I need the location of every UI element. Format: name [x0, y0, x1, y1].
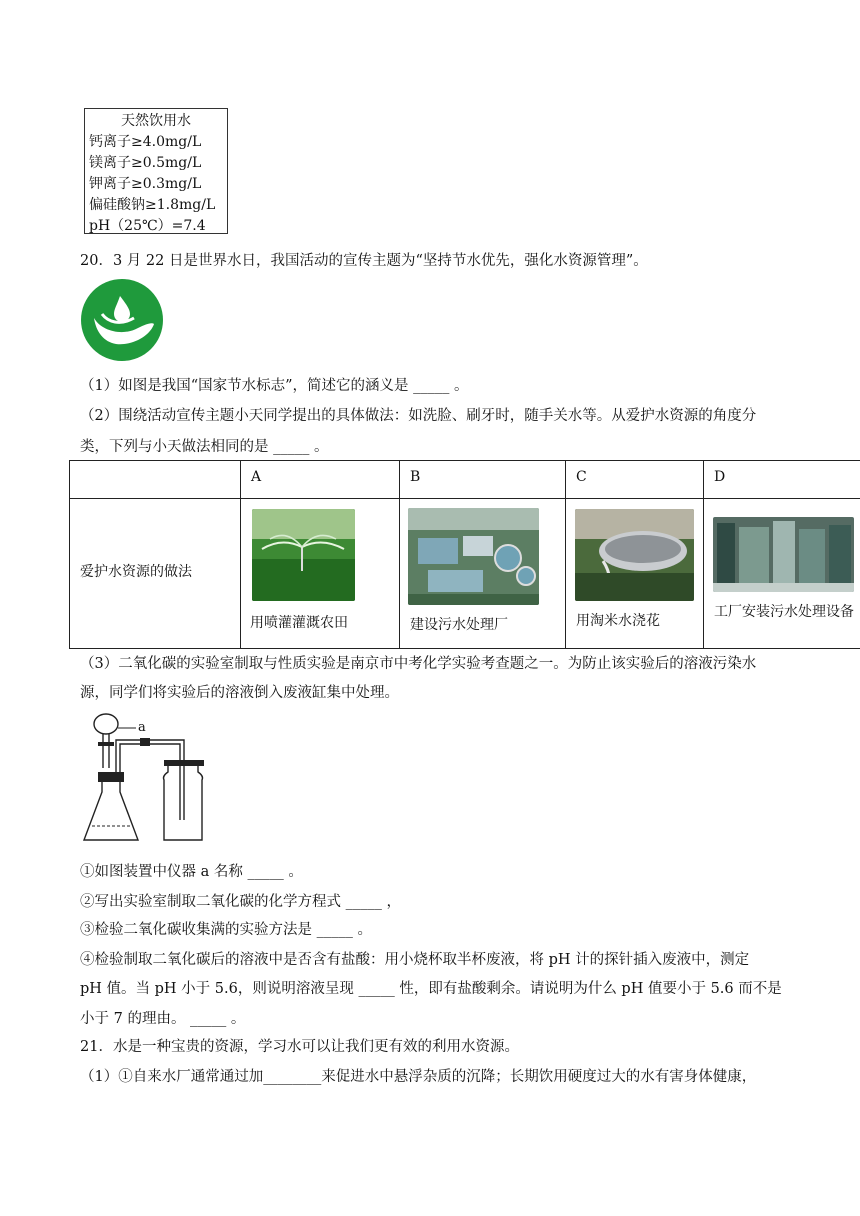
label-line-silicate: 偏硅酸钠≥1.8mg/L [89, 197, 216, 213]
q20-s4c: 小于 7 的理由。 _____ 。 [80, 1011, 246, 1027]
table-header-empty [70, 461, 241, 499]
sprinkler-irrigation-photo [252, 509, 355, 601]
header-b-label: B [410, 469, 421, 485]
label-line-ph: pH（25℃）=7.4 [89, 218, 206, 234]
caption-c: 用淘米水浇花 [576, 613, 660, 629]
water-saving-logo [80, 278, 164, 362]
q20-p2b: 类，下列与小天做法相同的是 _____ 。 [80, 439, 329, 455]
apparatus-label-a: a [138, 720, 146, 735]
q20-stem: 20．3 月 22 日是世界水日，我国活动的宣传主题为“坚持节水优先，强化水资源管理”。 [80, 253, 648, 269]
q20-p1: （1）如图是我国“国家节水标志”，简述它的涵义是 _____ 。 [80, 378, 469, 394]
caption-a: 用喷灌灌溉农田 [250, 615, 348, 631]
header-d-label: D [714, 469, 726, 485]
table-header-d [704, 461, 860, 499]
label-line-magnesium: 镁离子≥0.5mg/L [89, 155, 202, 171]
q20-p3b: 源，同学们将实验后的溶液倒入废液缸集中处理。 [80, 685, 399, 701]
label-line-calcium: 钙离子≥4.0mg/L [89, 134, 202, 150]
caption-b: 建设污水处理厂 [410, 617, 508, 633]
q20-s4a: ④检验制取二氧化碳后的溶液中是否含有盐酸：用小烧杯取半杯废液，将 pH 计的探针插入废液中，测定 [80, 952, 750, 968]
label-title: 天然饮用水 [121, 113, 191, 129]
row-label-text: 爱护水资源的做法 [80, 564, 192, 580]
sewage-plant-photo [408, 508, 539, 605]
co2-apparatus-diagram [80, 710, 210, 850]
drinking-water-label [84, 108, 228, 234]
q21-stem: 21．水是一种宝贵的资源，学习水可以让我们更有效的利用水资源。 [80, 1039, 519, 1055]
caption-d: 工厂安装污水处理设备 [714, 604, 854, 620]
q21-p1: （1）①自来水厂通常通过加________来促进水中悬浮杂质的沉降；长期饮用硬度过大的水有害身体健康， [80, 1069, 757, 1085]
q20-s2: ②写出实验室制取二氧化碳的化学方程式 _____ ， [80, 894, 401, 910]
header-a-label: A [251, 469, 262, 485]
header-c-label: C [576, 469, 587, 485]
q20-s1: ①如图装置中仪器 a 名称 _____ 。 [80, 864, 303, 880]
table-row-label [70, 499, 241, 649]
q20-s3: ③检验二氧化碳收集满的实验方法是 _____ 。 [80, 922, 372, 938]
table-header-a [241, 461, 400, 499]
q20-p3a: （3）二氧化碳的实验室制取与性质实验是南京市中考化学实验考查题之一。为防止该实验后的溶液污染水 [80, 656, 757, 672]
q20-s4b: pH 值。当 pH 小于 5.6，则说明溶液呈现 _____ 性，即有盐酸剩余。请说明为什么 pH 值要小于 5.6 而不是 [80, 981, 782, 997]
table-header-c [566, 461, 704, 499]
rice-water-watering-photo [575, 509, 694, 601]
label-line-potassium: 钾离子≥0.3mg/L [89, 176, 202, 192]
q20-p2a: （2）围绕活动宣传主题小天同学提出的具体做法：如洗脸、刷牙时，随手关水等。从爱护水资源的角度分 [80, 408, 757, 424]
factory-treatment-photo [713, 517, 854, 592]
table-header-b [400, 461, 566, 499]
